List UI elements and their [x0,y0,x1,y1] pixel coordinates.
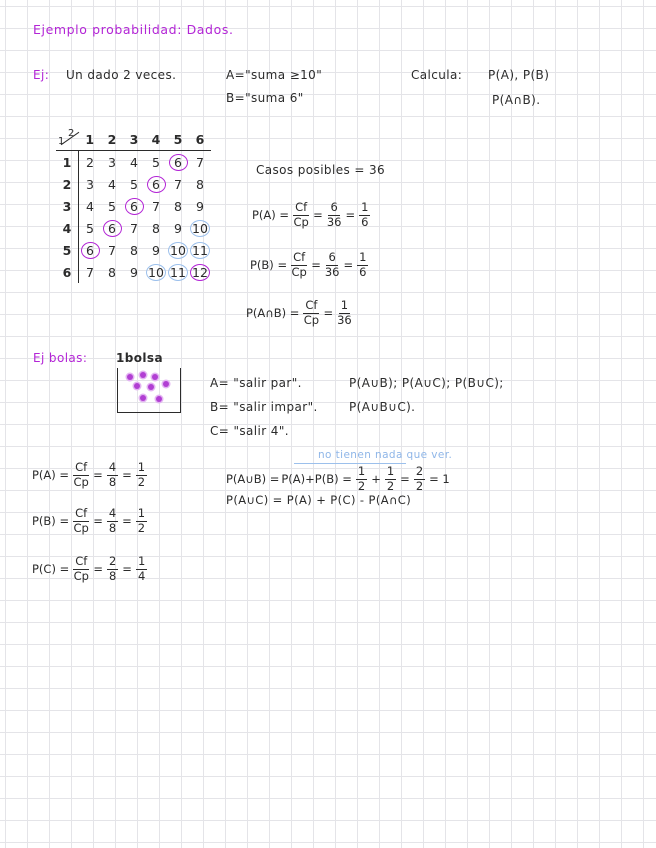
ej2-label: Ej bolas: [33,351,88,365]
table-cell: 2 [86,154,94,170]
table-cell: 5 [108,198,116,214]
bag-icon [117,368,181,413]
table-cell: 9 [174,220,182,236]
table-cell-circled: 6 [145,173,167,195]
bolas-formula-pc: P(C) = $\frac{Cf}{Cp}$ = $\frac{2}{8}$ = $\frac{1}{4}$ [32,554,146,583]
row-header: 4 [56,217,79,239]
table-cell: 4 [108,176,116,192]
table-cell-circled: 11 [192,242,208,258]
table-row [56,173,211,195]
table-cell-circled: 6 [101,217,123,239]
event-b: B="suma 6" [226,91,304,105]
note-unrelated: no tienen nada que ver. [318,449,453,461]
table-row [56,151,211,174]
event-a: A="suma ≥10" [226,68,323,82]
row-header: 3 [56,195,79,217]
bolas-event-c: C= "salir 4". [210,424,289,438]
table-cell: 8 [174,198,182,214]
bolas-asks-1: P(A∪B); P(A∪C); P(B∪C); [349,376,504,390]
corner-bottom: 1 [58,136,65,147]
table-cell: 7 [108,242,116,258]
table-row [56,195,211,217]
calc-line1: P(A), P(B) [488,68,550,82]
formula-pa: P(A) = $\frac{Cf}{Cp}$ = $\frac{6}{36}$ = $\frac{1}{6}$ [252,200,369,229]
table-cell-circled: 6 [167,151,189,174]
calc-label: Calcula: [411,68,463,82]
table-cell: 7 [86,264,94,280]
table-cell: 4 [86,198,94,214]
row-header: 2 [56,173,79,195]
formula-pab: P(A∩B) = $\frac{Cf}{Cp}$ = $\frac{1}{36}$ [246,298,352,327]
table-cell: 7 [196,154,204,170]
table-cell: 9 [152,242,160,258]
table-cell: 5 [130,176,138,192]
row-header: 6 [56,261,79,283]
row-header: 1 [56,151,79,174]
table-cell: 8 [152,220,160,236]
casos-posibles: Casos posibles = 36 [256,163,386,177]
formula-pb: P(B) = $\frac{Cf}{Cp}$ = $\frac{6}{36}$ = $\frac{1}{6}$ [250,250,367,279]
col-header: 1 [79,128,102,151]
table-cell: 7 [174,176,182,192]
table-cell: 9 [130,264,138,280]
table-cell-circled: 11 [170,264,186,280]
table-cell: 8 [196,176,204,192]
col-header: 2 [101,128,123,151]
table-cell-circled: 6 [123,195,145,217]
table-cell: 8 [108,264,116,280]
table-cell-circled: 10 [192,220,208,236]
table-cell: 3 [108,154,116,170]
col-header: 4 [145,128,167,151]
table-cell: 4 [130,154,138,170]
calc-line2: P(A∩B). [492,93,541,107]
table-cell: 5 [86,220,94,236]
table-cell: 3 [86,176,94,192]
ej1-statement: Un dado 2 veces. [66,68,177,82]
col-header: 5 [167,128,189,151]
col-header: 3 [123,128,145,151]
table-cell-circled: 10 [170,242,186,258]
ej2-subtitle: 1bolsa [116,351,163,365]
table-cell: 7 [152,198,160,214]
bolas-formula-pa: P(A) = $\frac{Cf}{Cp}$ = $\frac{4}{8}$ = $\frac{1}{2}$ [32,460,146,489]
row-header: 5 [56,239,79,261]
table-row [56,239,211,261]
table-row [56,217,211,239]
ej1-label: Ej: [33,68,50,82]
table-cell: 8 [130,242,138,258]
bolas-asks-2: P(A∪B∪C). [349,400,416,414]
corner-top: 2 [68,128,75,139]
table-cell-circled: 6 [79,239,102,261]
page-title: Ejemplo probabilidad: Dados. [33,22,234,37]
bolas-formula-pb: P(B) = $\frac{Cf}{Cp}$ = $\frac{4}{8}$ = $\frac{1}{2}$ [32,506,146,535]
table-cell: 5 [152,154,160,170]
table-cell-circled: 10 [148,264,164,280]
formula-union-ab: P(A∪B) = P(A)+P(B) = $\frac{1}{2}$ + $\frac{1}{2}$ = $\frac{2}{2}$ = 1 [226,464,450,493]
bolas-event-a: A= "salir par". [210,376,302,390]
formula-union-ac: P(A∪C) = P(A) + P(C) - P(A∩C) [226,493,412,507]
table-cell: 9 [196,198,204,214]
dice-sum-table [56,128,211,283]
col-header: 6 [189,128,211,151]
table-corner [56,128,79,151]
table-cell: 7 [130,220,138,236]
bolas-event-b: B= "salir impar". [210,400,318,414]
table-row [56,261,211,283]
table-cell-circled: 12 [192,264,208,280]
